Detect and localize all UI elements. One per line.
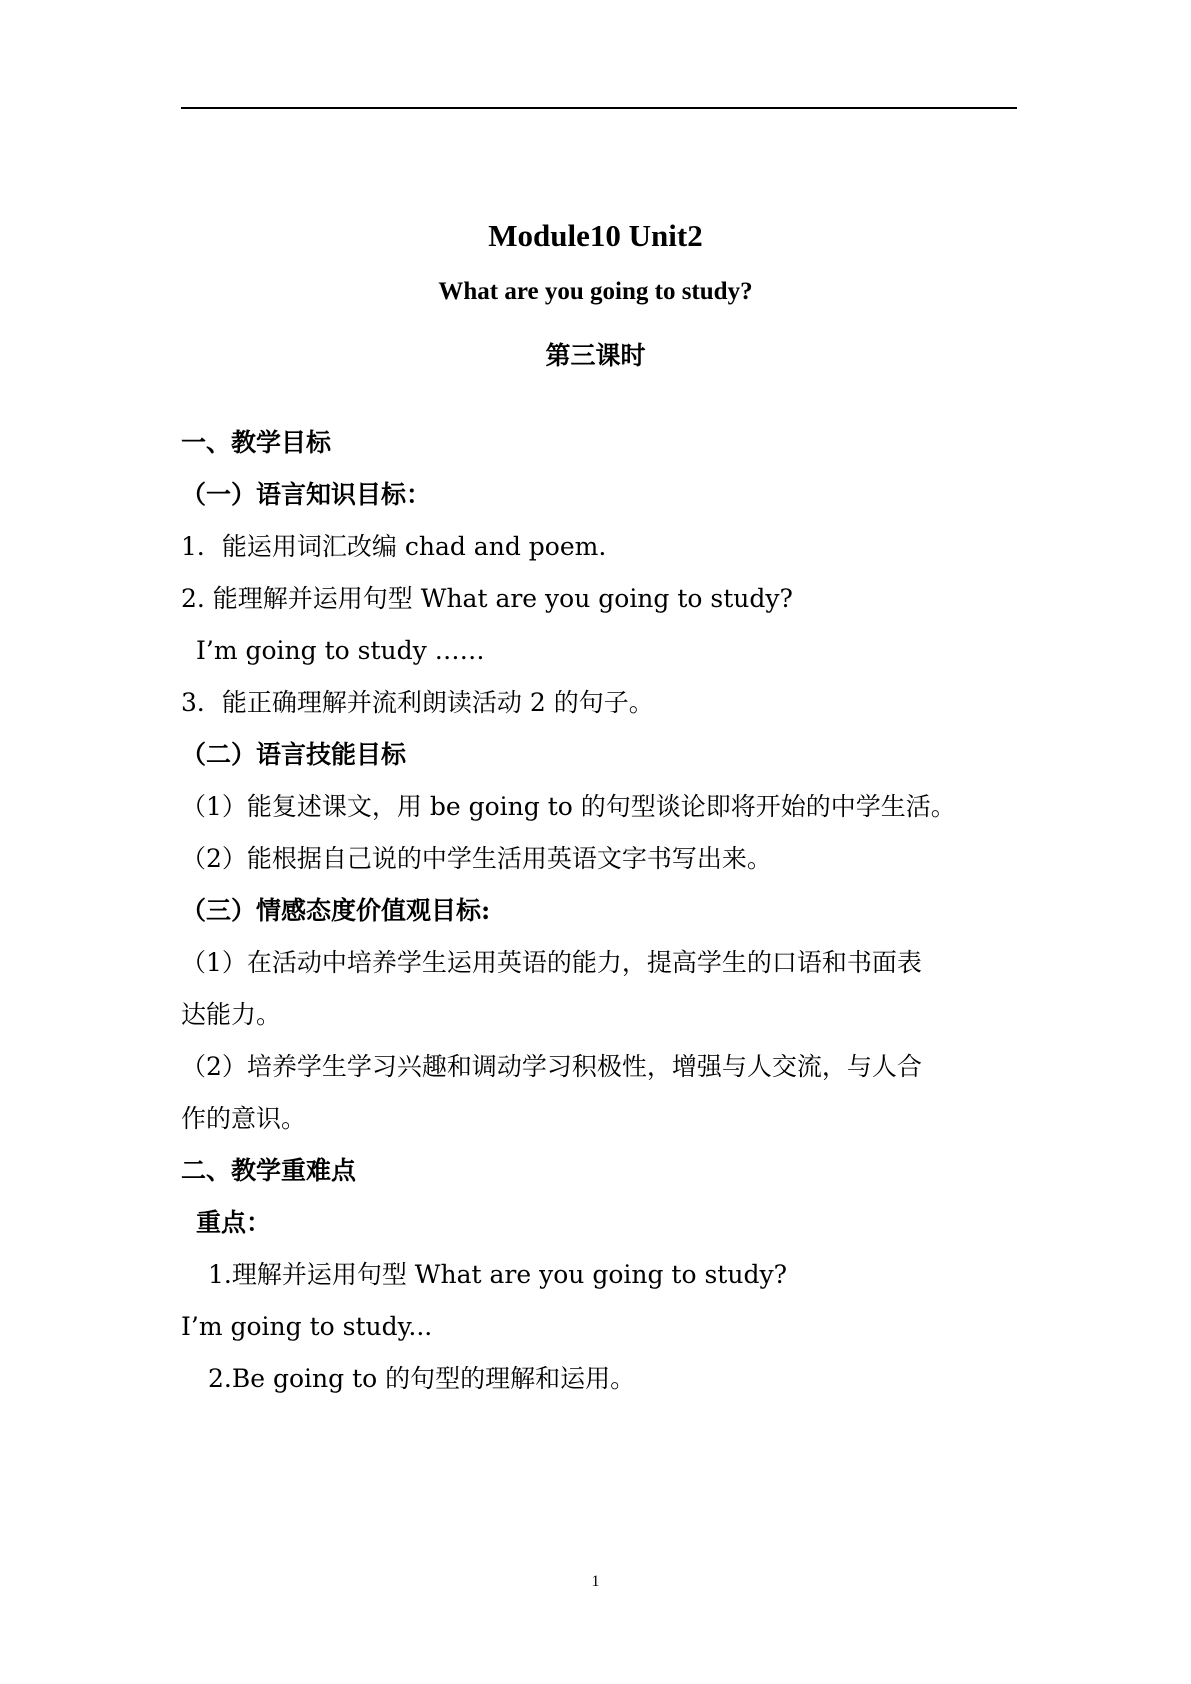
knowledge-item-2: 2. 能理解并运用句型 What are you going to study? xyxy=(181,584,793,613)
attitude-item-2-continued: 作的意识。 xyxy=(181,1104,307,1133)
period-title: 第三课时 xyxy=(545,341,646,370)
subheading-attitude-objectives: （三）情感态度价值观目标: xyxy=(181,896,491,925)
skill-item-2: （2）能根据自己说的中学生活用英语文字书写出来。 xyxy=(181,844,772,873)
key-points-label: 重点： xyxy=(196,1208,272,1237)
subheading-knowledge-objectives: （一）语言知识目标： xyxy=(181,480,432,509)
module-title: Module10 Unit2 xyxy=(488,218,703,253)
attitude-item-2: （2）培养学生学习兴趣和调动学习积极性，增强与人交流，与人合 xyxy=(181,1052,922,1081)
key-point-1: 1.理解并运用句型 What are you going to study? xyxy=(208,1260,787,1289)
attitude-item-1: （1）在活动中培养学生运用英语的能力，提高学生的口语和书面表 xyxy=(181,948,922,977)
page-number: 1 xyxy=(591,1573,600,1590)
skill-item-1: （1）能复述课文，用 be going to 的句型谈论即将开始的中学生活。 xyxy=(181,792,956,821)
key-point-2: 2.Be going to 的句型的理解和运用。 xyxy=(208,1364,636,1393)
attitude-item-1-continued: 达能力。 xyxy=(181,1000,282,1029)
header-rule xyxy=(181,107,1017,109)
section-heading-key-points: 二、教学重难点 xyxy=(181,1156,357,1185)
knowledge-item-1: 1．能运用词汇改编 chad and poem. xyxy=(181,532,607,561)
subheading-skill-objectives: （二）语言技能目标 xyxy=(181,740,407,769)
knowledge-item-2-continued: I’m going to study …… xyxy=(196,636,485,665)
lesson-title: What are you going to study? xyxy=(438,278,753,305)
key-point-1-continued: I’m going to study... xyxy=(181,1312,433,1341)
knowledge-item-3: 3．能正确理解并流利朗读活动 2 的句子。 xyxy=(181,688,654,717)
section-heading-objectives: 一、教学目标 xyxy=(181,428,332,457)
